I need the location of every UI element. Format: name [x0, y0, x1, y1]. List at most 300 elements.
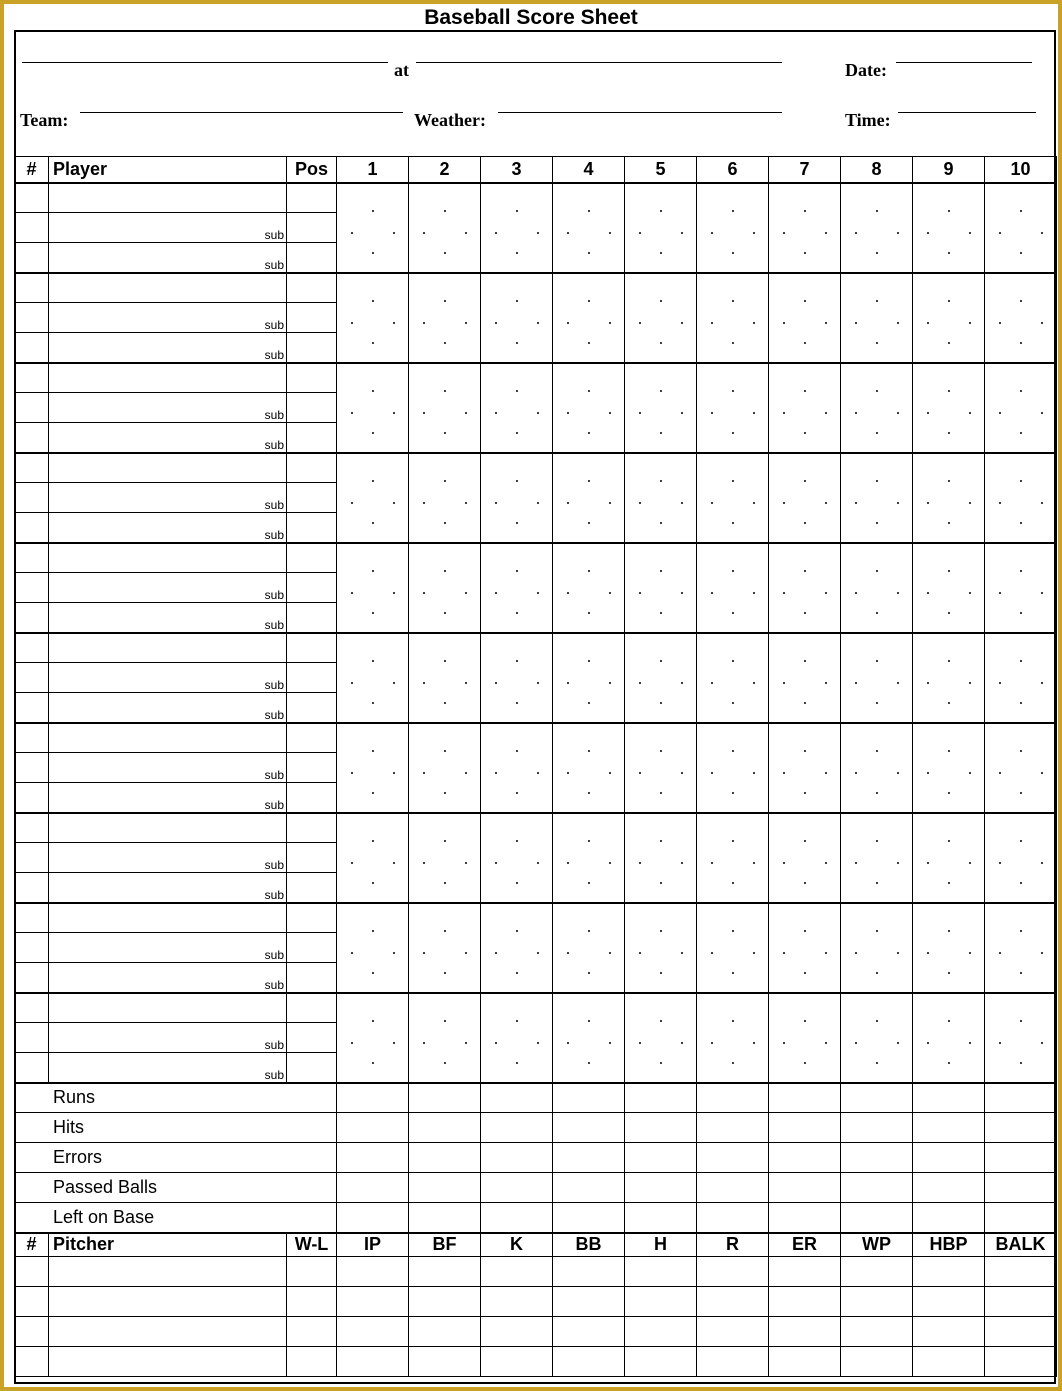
sub-player-cell[interactable] [49, 333, 287, 363]
at-bat-box[interactable] [337, 903, 409, 993]
at-bat-box[interactable] [697, 993, 769, 1083]
summary-cell[interactable] [913, 1143, 985, 1173]
player-name-cell[interactable] [49, 633, 287, 663]
position-cell[interactable] [287, 693, 337, 723]
at-bat-box[interactable] [625, 543, 697, 633]
at-bat-box[interactable] [481, 723, 553, 813]
summary-cell[interactable] [769, 1083, 841, 1113]
sub-player-cell[interactable] [49, 303, 287, 333]
summary-cell[interactable] [913, 1083, 985, 1113]
position-cell[interactable] [287, 273, 337, 303]
jersey-number-cell[interactable] [15, 993, 49, 1023]
pitcher-stat-cell[interactable] [985, 1287, 1057, 1317]
at-bat-box[interactable] [769, 723, 841, 813]
position-cell[interactable] [287, 603, 337, 633]
at-bat-box[interactable] [553, 723, 625, 813]
pitcher-stat-cell[interactable] [481, 1287, 553, 1317]
at-bat-box[interactable] [769, 183, 841, 273]
at-bat-box[interactable] [625, 633, 697, 723]
at-bat-box[interactable] [769, 903, 841, 993]
at-bat-box[interactable] [841, 813, 913, 903]
jersey-number-cell[interactable] [15, 783, 49, 813]
at-bat-box[interactable] [337, 813, 409, 903]
summary-cell[interactable] [769, 1113, 841, 1143]
jersey-number-cell[interactable] [15, 243, 49, 273]
pitcher-stat-cell[interactable] [697, 1287, 769, 1317]
summary-cell[interactable] [985, 1143, 1057, 1173]
position-cell[interactable] [287, 723, 337, 753]
position-cell[interactable] [287, 243, 337, 273]
position-cell[interactable] [287, 393, 337, 423]
at-bat-box[interactable] [985, 633, 1057, 723]
sub-player-cell[interactable] [49, 843, 287, 873]
at-bat-box[interactable] [913, 363, 985, 453]
pitcher-number-cell[interactable] [15, 1317, 49, 1347]
pitcher-stat-cell[interactable] [841, 1257, 913, 1287]
at-bat-box[interactable] [697, 453, 769, 543]
summary-cell[interactable] [769, 1203, 841, 1233]
at-bat-box[interactable] [481, 363, 553, 453]
at-bat-box[interactable] [841, 993, 913, 1083]
summary-cell[interactable] [985, 1083, 1057, 1113]
jersey-number-cell[interactable] [15, 663, 49, 693]
at-bat-box[interactable] [553, 903, 625, 993]
at-bat-box[interactable] [481, 993, 553, 1083]
jersey-number-cell[interactable] [15, 543, 49, 573]
position-cell[interactable] [287, 783, 337, 813]
at-bat-box[interactable] [409, 363, 481, 453]
pitcher-stat-cell[interactable] [697, 1317, 769, 1347]
pitcher-stat-cell[interactable] [481, 1347, 553, 1377]
pitcher-stat-cell[interactable] [409, 1317, 481, 1347]
at-bat-box[interactable] [985, 543, 1057, 633]
at-bat-box[interactable] [409, 183, 481, 273]
position-cell[interactable] [287, 183, 337, 213]
pitcher-stat-cell[interactable] [913, 1257, 985, 1287]
pitcher-stat-cell[interactable] [841, 1287, 913, 1317]
jersey-number-cell[interactable] [15, 483, 49, 513]
position-cell[interactable] [287, 573, 337, 603]
player-name-cell[interactable] [49, 453, 287, 483]
position-cell[interactable] [287, 753, 337, 783]
pitcher-stat-cell[interactable] [553, 1347, 625, 1377]
position-cell[interactable] [287, 333, 337, 363]
at-bat-box[interactable] [553, 633, 625, 723]
at-bat-box[interactable] [913, 543, 985, 633]
pitcher-stat-cell[interactable] [985, 1347, 1057, 1377]
sub-player-cell[interactable] [49, 693, 287, 723]
at-bat-box[interactable] [409, 273, 481, 363]
at-bat-box[interactable] [481, 633, 553, 723]
jersey-number-cell[interactable] [15, 1023, 49, 1053]
at-bat-box[interactable] [985, 903, 1057, 993]
at-bat-box[interactable] [697, 903, 769, 993]
pitcher-name-cell[interactable] [49, 1257, 287, 1287]
position-cell[interactable] [287, 453, 337, 483]
summary-cell[interactable] [481, 1173, 553, 1203]
at-bat-box[interactable] [841, 273, 913, 363]
summary-cell[interactable] [625, 1113, 697, 1143]
pitcher-stat-cell[interactable] [481, 1257, 553, 1287]
pitcher-stat-cell[interactable] [481, 1317, 553, 1347]
position-cell[interactable] [287, 933, 337, 963]
player-name-cell[interactable] [49, 813, 287, 843]
summary-cell[interactable] [409, 1083, 481, 1113]
jersey-number-cell[interactable] [15, 1053, 49, 1083]
jersey-number-cell[interactable] [15, 933, 49, 963]
jersey-number-cell[interactable] [15, 813, 49, 843]
sub-player-cell[interactable] [49, 573, 287, 603]
at-bat-box[interactable] [481, 273, 553, 363]
summary-cell[interactable] [409, 1143, 481, 1173]
at-bat-box[interactable] [409, 723, 481, 813]
summary-cell[interactable] [553, 1173, 625, 1203]
summary-cell[interactable] [985, 1173, 1057, 1203]
summary-cell[interactable] [337, 1173, 409, 1203]
at-bat-box[interactable] [553, 273, 625, 363]
pitcher-stat-cell[interactable] [913, 1287, 985, 1317]
jersey-number-cell[interactable] [15, 363, 49, 393]
at-bat-box[interactable] [769, 633, 841, 723]
at-bat-box[interactable] [337, 183, 409, 273]
at-bat-box[interactable] [481, 183, 553, 273]
pitcher-stat-cell[interactable] [769, 1287, 841, 1317]
sub-player-cell[interactable] [49, 393, 287, 423]
pitcher-stat-cell[interactable] [985, 1317, 1057, 1347]
summary-cell[interactable] [409, 1173, 481, 1203]
position-cell[interactable] [287, 873, 337, 903]
at-bat-box[interactable] [553, 813, 625, 903]
player-name-cell[interactable] [49, 183, 287, 213]
pitcher-name-cell[interactable] [49, 1347, 287, 1377]
jersey-number-cell[interactable] [15, 873, 49, 903]
sub-player-cell[interactable] [49, 753, 287, 783]
sub-player-cell[interactable] [49, 513, 287, 543]
jersey-number-cell[interactable] [15, 753, 49, 783]
at-bat-box[interactable] [985, 363, 1057, 453]
pitcher-number-cell[interactable] [15, 1287, 49, 1317]
at-bat-box[interactable] [841, 363, 913, 453]
position-cell[interactable] [287, 363, 337, 393]
jersey-number-cell[interactable] [15, 633, 49, 663]
at-bat-box[interactable] [985, 273, 1057, 363]
at-bat-box[interactable] [337, 273, 409, 363]
at-bat-box[interactable] [985, 723, 1057, 813]
pitcher-stat-cell[interactable] [553, 1257, 625, 1287]
summary-cell[interactable] [841, 1113, 913, 1143]
at-bat-box[interactable] [697, 183, 769, 273]
at-bat-box[interactable] [913, 453, 985, 543]
at-bat-box[interactable] [481, 543, 553, 633]
summary-cell[interactable] [625, 1083, 697, 1113]
at-bat-box[interactable] [481, 813, 553, 903]
jersey-number-cell[interactable] [15, 903, 49, 933]
sub-player-cell[interactable] [49, 1023, 287, 1053]
summary-cell[interactable] [985, 1203, 1057, 1233]
pitcher-stat-cell[interactable] [409, 1347, 481, 1377]
at-bat-box[interactable] [337, 543, 409, 633]
jersey-number-cell[interactable] [15, 393, 49, 423]
sub-player-cell[interactable] [49, 873, 287, 903]
summary-cell[interactable] [841, 1083, 913, 1113]
position-cell[interactable] [287, 483, 337, 513]
pitcher-stat-cell[interactable] [409, 1257, 481, 1287]
pitcher-stat-cell[interactable] [913, 1347, 985, 1377]
pitcher-stat-cell[interactable] [553, 1287, 625, 1317]
summary-cell[interactable] [625, 1173, 697, 1203]
summary-cell[interactable] [697, 1113, 769, 1143]
pitcher-stat-cell[interactable] [337, 1347, 409, 1377]
summary-cell[interactable] [553, 1143, 625, 1173]
at-bat-box[interactable] [337, 723, 409, 813]
at-bat-box[interactable] [553, 993, 625, 1083]
at-bat-box[interactable] [625, 903, 697, 993]
summary-cell[interactable] [481, 1203, 553, 1233]
pitcher-stat-cell[interactable] [287, 1317, 337, 1347]
summary-cell[interactable] [625, 1203, 697, 1233]
summary-cell[interactable] [913, 1113, 985, 1143]
pitcher-stat-cell[interactable] [625, 1287, 697, 1317]
jersey-number-cell[interactable] [15, 513, 49, 543]
sub-player-cell[interactable] [49, 423, 287, 453]
pitcher-number-cell[interactable] [15, 1347, 49, 1377]
at-bat-box[interactable] [481, 453, 553, 543]
at-bat-box[interactable] [913, 993, 985, 1083]
summary-cell[interactable] [553, 1203, 625, 1233]
summary-cell[interactable] [337, 1083, 409, 1113]
at-bat-box[interactable] [625, 993, 697, 1083]
at-bat-box[interactable] [913, 903, 985, 993]
at-bat-box[interactable] [409, 993, 481, 1083]
position-cell[interactable] [287, 303, 337, 333]
at-bat-box[interactable] [337, 453, 409, 543]
position-cell[interactable] [287, 993, 337, 1023]
at-bat-box[interactable] [337, 633, 409, 723]
pitcher-stat-cell[interactable] [337, 1257, 409, 1287]
at-bat-box[interactable] [769, 993, 841, 1083]
at-bat-box[interactable] [625, 453, 697, 543]
at-bat-box[interactable] [913, 723, 985, 813]
jersey-number-cell[interactable] [15, 453, 49, 483]
jersey-number-cell[interactable] [15, 573, 49, 603]
at-bat-box[interactable] [625, 273, 697, 363]
at-bat-box[interactable] [697, 273, 769, 363]
at-bat-box[interactable] [841, 903, 913, 993]
pitcher-stat-cell[interactable] [985, 1257, 1057, 1287]
sub-player-cell[interactable] [49, 663, 287, 693]
at-bat-box[interactable] [913, 813, 985, 903]
at-bat-box[interactable] [409, 903, 481, 993]
summary-cell[interactable] [553, 1113, 625, 1143]
summary-cell[interactable] [697, 1173, 769, 1203]
at-bat-box[interactable] [625, 813, 697, 903]
sub-player-cell[interactable] [49, 933, 287, 963]
jersey-number-cell[interactable] [15, 843, 49, 873]
summary-cell[interactable] [409, 1113, 481, 1143]
at-bat-box[interactable] [697, 543, 769, 633]
team-line[interactable] [80, 112, 403, 113]
at-bat-box[interactable] [697, 723, 769, 813]
position-cell[interactable] [287, 513, 337, 543]
position-cell[interactable] [287, 813, 337, 843]
at-bat-box[interactable] [337, 993, 409, 1083]
position-cell[interactable] [287, 213, 337, 243]
jersey-number-cell[interactable] [15, 603, 49, 633]
at-bat-box[interactable] [553, 363, 625, 453]
summary-cell[interactable] [481, 1083, 553, 1113]
summary-cell[interactable] [697, 1143, 769, 1173]
player-name-cell[interactable] [49, 543, 287, 573]
at-bat-box[interactable] [841, 453, 913, 543]
jersey-number-cell[interactable] [15, 693, 49, 723]
sub-player-cell[interactable] [49, 1053, 287, 1083]
sub-player-cell[interactable] [49, 603, 287, 633]
at-bat-box[interactable] [913, 183, 985, 273]
pitcher-stat-cell[interactable] [769, 1347, 841, 1377]
pitcher-stat-cell[interactable] [913, 1317, 985, 1347]
at-bat-box[interactable] [769, 363, 841, 453]
at-bat-box[interactable] [841, 543, 913, 633]
at-bat-box[interactable] [769, 273, 841, 363]
player-name-cell[interactable] [49, 723, 287, 753]
summary-cell[interactable] [985, 1113, 1057, 1143]
pitcher-stat-cell[interactable] [625, 1317, 697, 1347]
pitcher-stat-cell[interactable] [625, 1347, 697, 1377]
at-bat-box[interactable] [409, 813, 481, 903]
summary-cell[interactable] [841, 1143, 913, 1173]
jersey-number-cell[interactable] [15, 963, 49, 993]
summary-cell[interactable] [409, 1203, 481, 1233]
at-bat-box[interactable] [985, 813, 1057, 903]
summary-cell[interactable] [625, 1143, 697, 1173]
pitcher-stat-cell[interactable] [287, 1257, 337, 1287]
position-cell[interactable] [287, 903, 337, 933]
date-line[interactable] [896, 62, 1032, 63]
summary-cell[interactable] [481, 1113, 553, 1143]
weather-line[interactable] [498, 112, 782, 113]
at-bat-box[interactable] [697, 363, 769, 453]
at-bat-box[interactable] [985, 183, 1057, 273]
pitcher-stat-cell[interactable] [287, 1347, 337, 1377]
sub-player-cell[interactable] [49, 213, 287, 243]
pitcher-stat-cell[interactable] [769, 1317, 841, 1347]
at-bat-box[interactable] [769, 453, 841, 543]
position-cell[interactable] [287, 543, 337, 573]
first-base-dot [537, 952, 539, 954]
player-name-cell[interactable] [49, 363, 287, 393]
player-name-cell[interactable] [49, 993, 287, 1023]
sub-player-cell[interactable] [49, 483, 287, 513]
jersey-number-cell[interactable] [15, 423, 49, 453]
pitcher-stat-cell[interactable] [337, 1287, 409, 1317]
opponent-line[interactable] [22, 62, 388, 63]
player-name-cell[interactable] [49, 903, 287, 933]
summary-cell[interactable] [337, 1143, 409, 1173]
at-bat-box[interactable] [841, 633, 913, 723]
pitcher-stat-cell[interactable] [287, 1287, 337, 1317]
at-bat-box[interactable] [409, 633, 481, 723]
third-base-dot [711, 412, 713, 414]
jersey-number-cell[interactable] [15, 213, 49, 243]
at-bat-box[interactable] [913, 273, 985, 363]
jersey-number-cell[interactable] [15, 183, 49, 213]
at-bat-box[interactable] [697, 633, 769, 723]
at-bat-box[interactable] [409, 543, 481, 633]
position-cell[interactable] [287, 663, 337, 693]
time-line[interactable] [898, 112, 1036, 113]
pitcher-stat-cell[interactable] [337, 1317, 409, 1347]
at-bat-box[interactable] [769, 543, 841, 633]
at-bat-box[interactable] [913, 633, 985, 723]
pitcher-number-cell[interactable] [15, 1257, 49, 1287]
sub-player-cell[interactable] [49, 783, 287, 813]
at-bat-box[interactable] [841, 723, 913, 813]
pitcher-stat-cell[interactable] [697, 1347, 769, 1377]
at-bat-box[interactable] [697, 813, 769, 903]
at-bat-box[interactable] [481, 903, 553, 993]
at-bat-box[interactable] [985, 993, 1057, 1083]
position-cell[interactable] [287, 963, 337, 993]
position-cell[interactable] [287, 423, 337, 453]
summary-cell[interactable] [769, 1143, 841, 1173]
player-name-cell[interactable] [49, 273, 287, 303]
pitcher-stat-cell[interactable] [697, 1257, 769, 1287]
at-bat-box[interactable] [985, 453, 1057, 543]
pitcher-stat-cell[interactable] [553, 1317, 625, 1347]
summary-cell[interactable] [913, 1173, 985, 1203]
summary-cell[interactable] [769, 1173, 841, 1203]
jersey-number-cell[interactable] [15, 723, 49, 753]
pitcher-stat-cell[interactable] [625, 1257, 697, 1287]
at-bat-box[interactable] [409, 453, 481, 543]
summary-cell[interactable] [913, 1203, 985, 1233]
position-cell[interactable] [287, 633, 337, 663]
summary-cell[interactable] [553, 1083, 625, 1113]
position-cell[interactable] [287, 1023, 337, 1053]
at-bat-box[interactable] [625, 183, 697, 273]
pitcher-stat-cell[interactable] [841, 1317, 913, 1347]
home-team-line[interactable] [416, 62, 782, 63]
jersey-number-cell[interactable] [15, 273, 49, 303]
pitcher-stat-cell[interactable] [409, 1287, 481, 1317]
at-bat-box[interactable] [553, 183, 625, 273]
position-cell[interactable] [287, 843, 337, 873]
at-bat-box[interactable] [553, 543, 625, 633]
sub-player-cell[interactable] [49, 243, 287, 273]
pitcher-name-cell[interactable] [49, 1287, 287, 1317]
summary-cell[interactable] [337, 1203, 409, 1233]
jersey-number-cell[interactable] [15, 333, 49, 363]
jersey-number-cell[interactable] [15, 303, 49, 333]
position-cell[interactable] [287, 1053, 337, 1083]
pitcher-name-cell[interactable] [49, 1317, 287, 1347]
sub-player-cell[interactable] [49, 963, 287, 993]
at-bat-box[interactable] [769, 813, 841, 903]
summary-cell[interactable] [841, 1173, 913, 1203]
at-bat-box[interactable] [841, 183, 913, 273]
summary-cell[interactable] [337, 1113, 409, 1143]
summary-cell[interactable] [481, 1143, 553, 1173]
pitcher-stat-cell[interactable] [841, 1347, 913, 1377]
summary-cell[interactable] [697, 1083, 769, 1113]
at-bat-box[interactable] [337, 363, 409, 453]
at-bat-box[interactable] [625, 363, 697, 453]
at-bat-box[interactable] [625, 723, 697, 813]
summary-cell[interactable] [841, 1203, 913, 1233]
summary-cell[interactable] [697, 1203, 769, 1233]
at-bat-box[interactable] [553, 453, 625, 543]
pitcher-stat-cell[interactable] [769, 1257, 841, 1287]
